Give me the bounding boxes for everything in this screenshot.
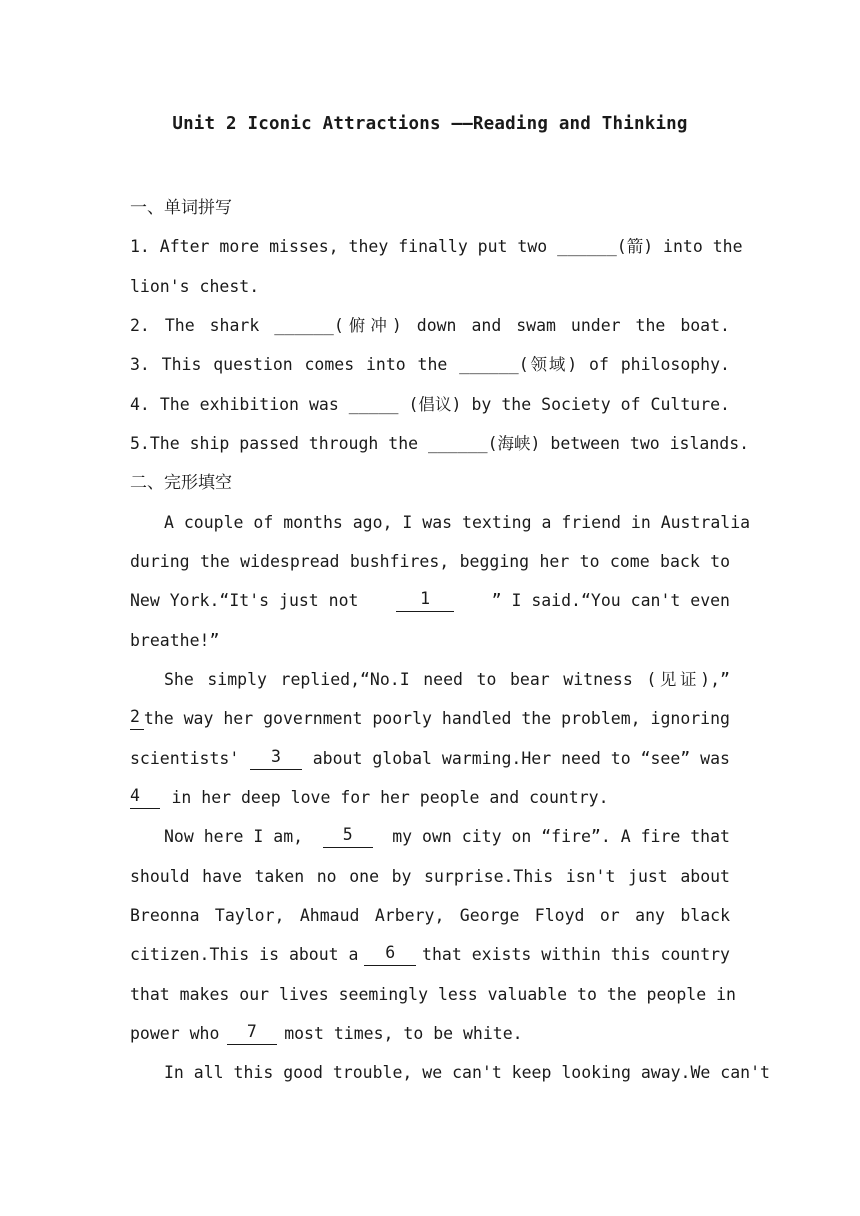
cloze-blank-4: 4	[130, 787, 160, 809]
text-run: citizen.This is about a	[130, 945, 359, 964]
line-filler	[620, 787, 730, 809]
cloze-blank-3: 3	[250, 748, 302, 770]
cloze-p3-line-5: that makes our lives seemingly less valuable to the people in	[130, 985, 736, 1004]
text-run: power who	[130, 1024, 220, 1043]
cloze-p3-line-4	[130, 944, 730, 966]
spelling-item-1-cont: lion's chest.	[130, 277, 260, 296]
cloze-p2-line-4	[130, 787, 730, 809]
cloze-p1-line-3	[130, 590, 730, 612]
cloze-blank-1: 1	[396, 590, 454, 612]
cloze-blank-7: 7	[227, 1023, 277, 1045]
cloze-blank-6: 6	[364, 944, 416, 966]
text-run: my own city on “fire”. A fire that	[392, 827, 730, 846]
section-heading-spelling: 一、单词拼写	[130, 198, 232, 218]
cloze-p3-line-2: should have taken no one by surprise.This isn't just about	[130, 867, 730, 886]
text-run: in her deep love for her people and country.	[171, 788, 609, 807]
cloze-p2-line-3	[130, 748, 730, 770]
spelling-item-3: 3. This question comes into the ______(领域) of philosophy.	[130, 355, 730, 374]
text-run: most times, to be white.	[284, 1024, 523, 1043]
cloze-p1-line-4: breathe!”	[130, 631, 220, 650]
spelling-item-5: 5.The ship passed through the ______(海峡) between two islands.	[130, 434, 750, 453]
text-run: ” I said.“You can't even	[491, 591, 730, 610]
text-run: the way her government poorly handled the problem, ignoring	[143, 709, 730, 728]
line-filler	[530, 1023, 730, 1045]
spelling-item-4: 4. The exhibition was _____ (倡议) by the Society of Culture.	[130, 395, 730, 414]
cloze-blank-5: 5	[323, 826, 373, 848]
cloze-p1-line-2: during the widespread bushfires, begging her to come back to	[130, 552, 730, 571]
cloze-blank-2: 2	[130, 708, 144, 730]
cloze-p3-line-3: Breonna Taylor, Ahmaud Arbery, George Floyd or any black	[130, 906, 730, 925]
spelling-item-1: 1. After more misses, they finally put two ______(箭) into the	[130, 237, 743, 256]
cloze-p2-line-2	[130, 708, 730, 730]
cloze-p3-line-1	[164, 826, 730, 848]
section-heading-cloze: 二、完形填空	[130, 473, 232, 493]
cloze-p3-line-6	[130, 1023, 730, 1045]
text-run: scientists'	[130, 749, 240, 768]
text-run: Now here I am,	[164, 827, 304, 846]
page-title: Unit 2 Iconic Attractions ——Reading and Thinking	[172, 114, 688, 134]
text-run: about global warming.Her need to “see” was	[312, 749, 730, 768]
cloze-p2-line-1: She simply replied,“No.I need to bear witness (见证),”	[164, 670, 730, 689]
text-run: New York.“It's just not	[130, 591, 359, 610]
cloze-p1-line-1: A couple of months ago, I was texting a friend in Australia	[164, 513, 751, 532]
cloze-p4-line-1: In all this good trouble, we can't keep looking away.We can't	[164, 1063, 770, 1082]
spelling-item-2: 2. The shark ______(俯冲) down and swam under the boat.	[130, 316, 730, 335]
text-run: that exists within this country	[422, 945, 730, 964]
